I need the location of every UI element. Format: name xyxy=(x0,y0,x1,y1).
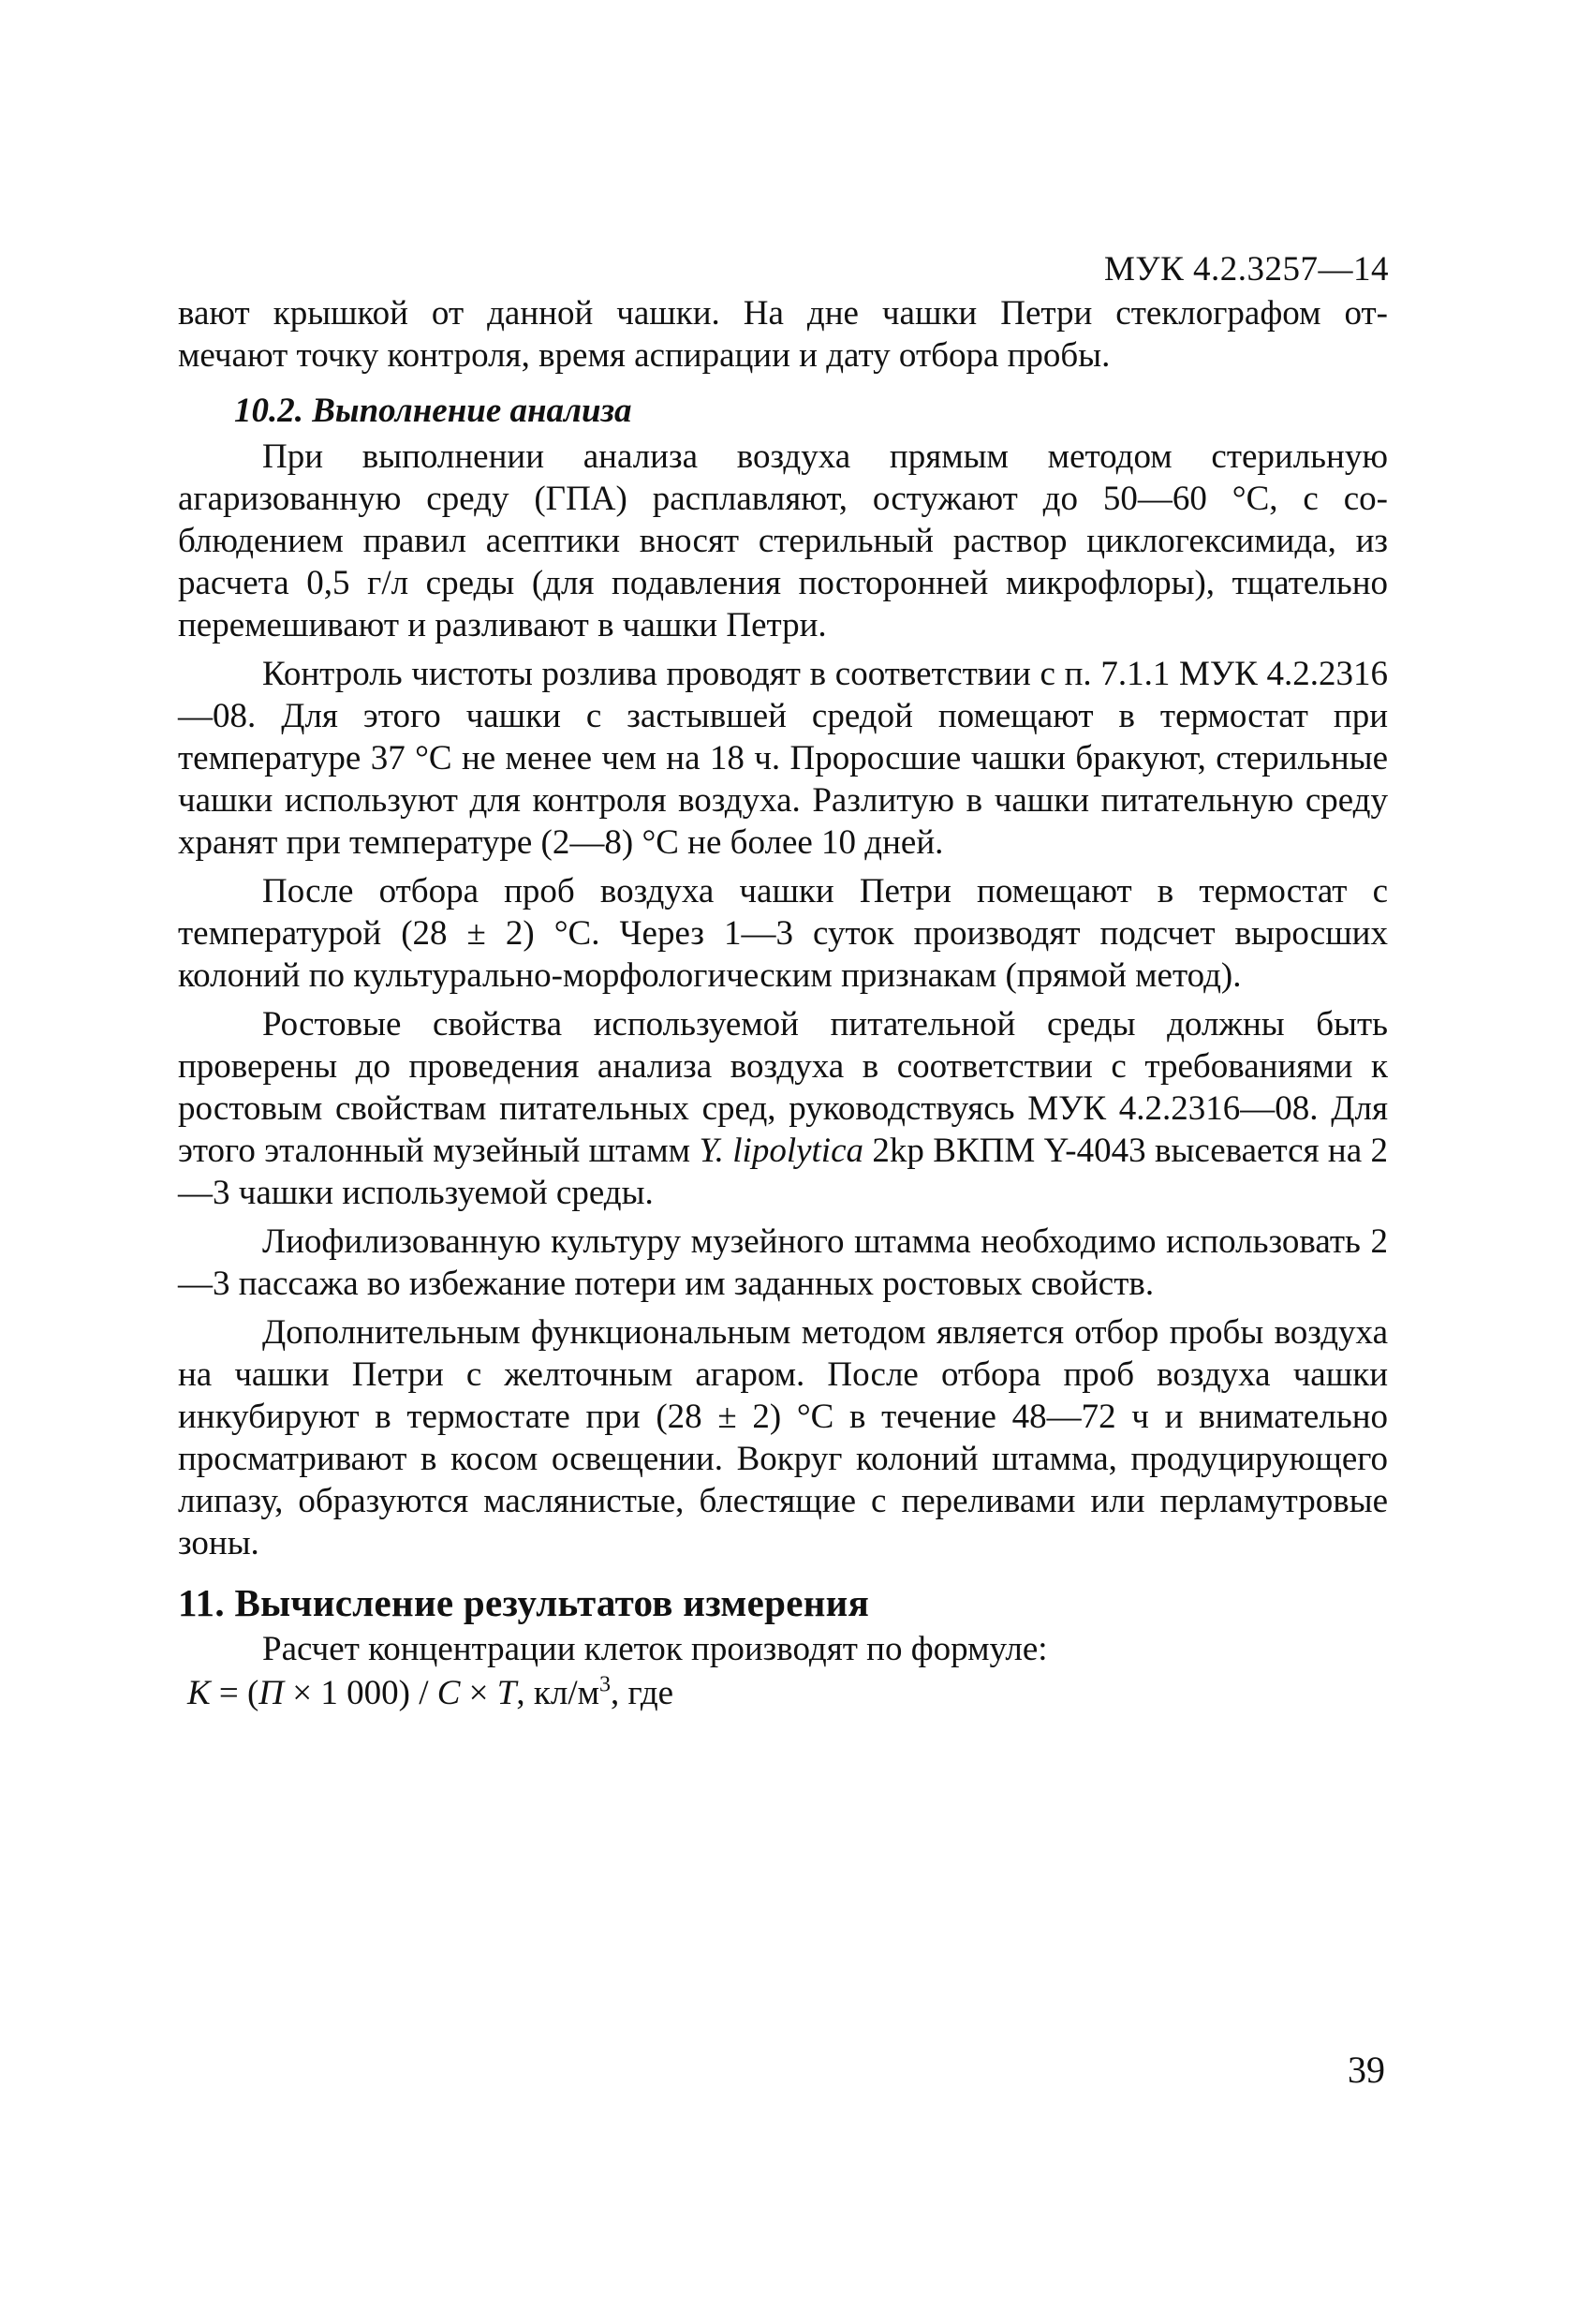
formula-p: П xyxy=(258,1674,285,1712)
formula-eq: = ( xyxy=(210,1674,259,1712)
formula-where: , где xyxy=(611,1674,674,1712)
concentration-formula xyxy=(178,1672,1388,1714)
paragraph-4-text-b: 2kp ВКПМ Y-4043 высевается на 2—3 чашки используемой среды. xyxy=(178,1132,1389,1212)
document-code: МУК 4.2.3257—14 xyxy=(1103,250,1389,289)
paragraph-4 xyxy=(178,1003,1388,1214)
formula-c: С xyxy=(436,1674,461,1712)
paragraph-6: Дополнительным функциональным методом является отбор пробы воздуха на чашки Петри с желточным агаром. После отбора проб воздуха чашки инкубируют в термостате при (28 ± 2) °С в течение 48—72 ч и внимательно просматривают в косом освещении. Вокруг колоний штамма, продуцирующего липазу, образуются маслянистые, блестящие с переливами или перламутровые зоны. xyxy=(178,1313,1388,1562)
paragraph-2: Контроль чистоты розлива проводят в соответствии с п. 7.1.1 МУК 4.2.2316—08. Для этого чашки с застывшей средой помещают в термостат при температуре 37 °С не менее чем на 18 ч. Проросшие чашки бракуют, стерильные чашки используют для контроля воздуха. Разлитую в чашки питательную среду хранят при температуре (2—8) °С не более 10 дней. xyxy=(178,655,1388,862)
paragraph-5: Лиофилизованную культуру музейного штамма необходимо использовать 2—3 пассажа во избежание потери им заданных ростовых свойств. xyxy=(178,1222,1388,1303)
section-title: 11. Вычисление результатов измерения xyxy=(178,1581,870,1624)
calculation-intro: Расчет концентрации клеток производят по формуле: xyxy=(262,1630,1048,1668)
formula-k: К xyxy=(187,1674,211,1712)
continuation-line-2: мечают точку контроля, время аспирации и дату отбора пробы. xyxy=(178,336,1111,375)
paragraph-4-text-a: Ростовые свойства используемой питательной среды должны быть проверены до проведения анализа воздуха в соответствии с требованиями к ростовым свойствам питательных сред, руководствуясь МУК 4.2.2316—08. Для этого эталонный музейный штамм xyxy=(178,1005,1388,1170)
paragraph-1: При выполнении анализа воздуха прямым методом стерильную агаризованную среду (ГПА) расплавляют, остужают до 50—60 °С, с соблюдением правил асептики вносят стерильный раствор циклогексимида, из расчета 0,5 г/л среды (для подавления посторонней микрофлоры), тщательно перемешивают и разливают в чашки Петри. xyxy=(178,437,1388,644)
continuation-line-1: вают крышкой от данной чашки. На дне чашки Петри стеклографом от- xyxy=(178,294,1388,333)
body-text xyxy=(178,292,1388,1714)
species-name: Y. lipolytica xyxy=(699,1132,864,1170)
subsection-title: 10.2. Выполнение анализа xyxy=(234,392,632,430)
formula-t: Т xyxy=(496,1674,517,1712)
formula-units: , кл/м xyxy=(516,1674,600,1712)
formula-exponent: 3 xyxy=(599,1672,612,1697)
formula-mid: × 1 000) / xyxy=(284,1674,437,1712)
paragraph-3: После отбора проб воздуха чашки Петри помещают в термостат с температурой (28 ± 2) °С. Через 1—3 суток производят подсчет выросших колоний по культурально-морфологическим признакам (прямой метод). xyxy=(178,872,1388,995)
formula-times: × xyxy=(460,1674,497,1712)
page-number: 39 xyxy=(1348,2049,1385,2091)
